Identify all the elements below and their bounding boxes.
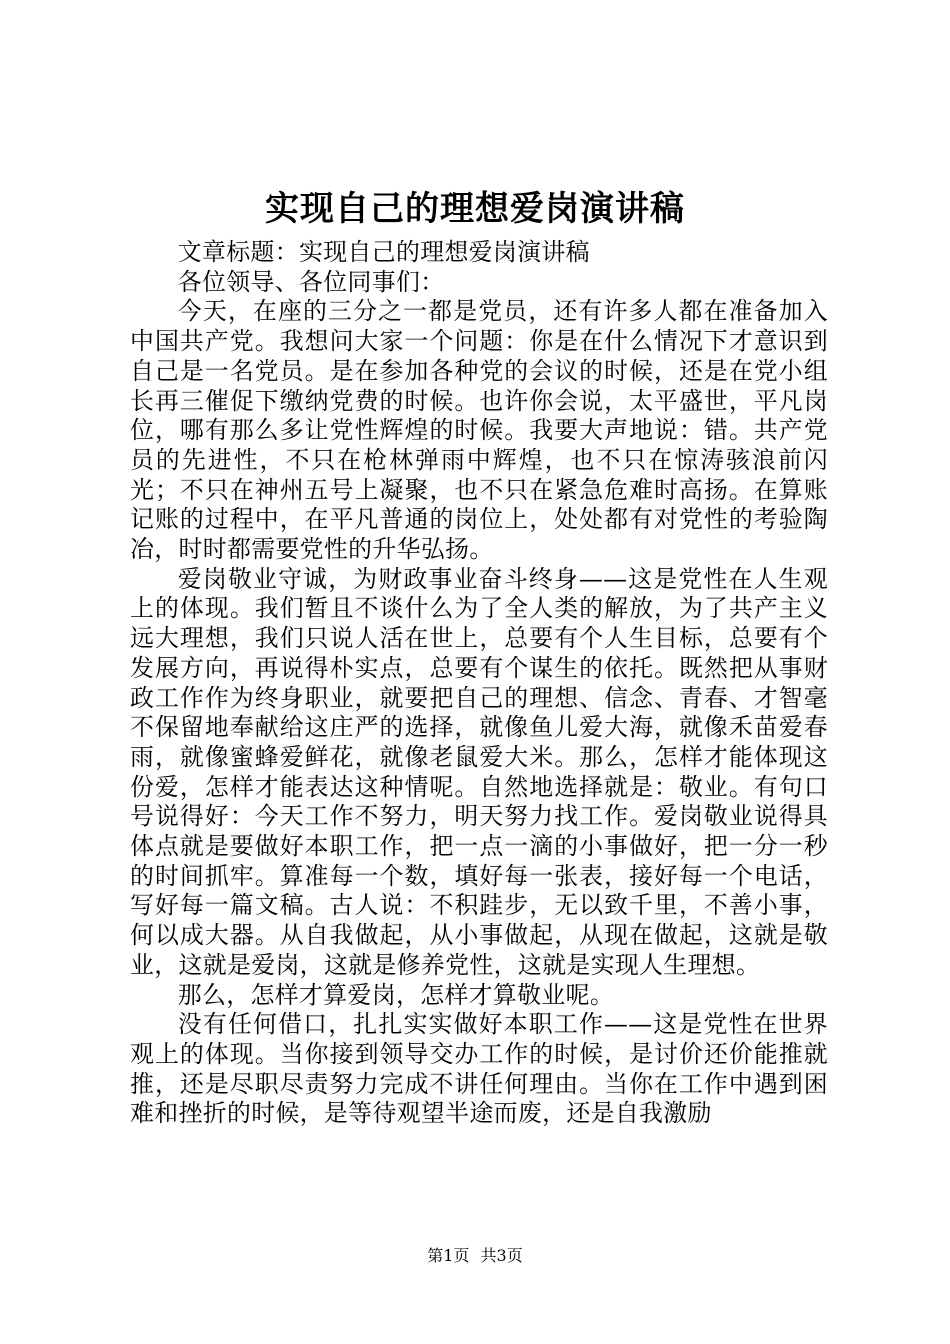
body-paragraph: 没有任何借口，扎扎实实做好本职工作——这是党性在世界观上的体现。当你接到领导交办工作的时候，是讨价还价能推就推，还是尽职尽责努力完成不讲任何理由。当你在工作中遇到困难和挫折的时候，是等待观望半途而废，还是自我激励: [130, 1010, 828, 1128]
page-number-footer: 第1页 共3页: [427, 1246, 523, 1265]
body-paragraph: 那么，怎样才算爱岗，怎样才算敬业呢。: [177, 980, 615, 1009]
document-title: 实现自己的理想爱岗演讲稿: [265, 189, 685, 229]
article-title-line: 文章标题：实现自己的理想爱岗演讲稿: [177, 238, 590, 266]
body-paragraph: 爱岗敬业守诚，为财政事业奋斗终身——这是党性在人生观上的体现。我们暂且不谈什么为了全人类的解放，为了共产主义远大理想，我们只说人活在世上，总要有个人生目标，总要有个发展方向，再说得朴实点，总要有个谋生的依托。既然把从事财政工作作为终身职业，就要把自己的理想、信念、青春、才智毫不保留地奉献给这庄严的选择，就像鱼儿爱大海，就像禾苗爱春雨，就像蜜蜂爱鲜花，就像老鼠爱大米。那么，怎样才能体现这份爱，怎样才能表达这种情呢。自然地选择就是：敬业。有句口号说得好：今天工作不努力，明天努力找工作。爱岗敬业说得具体点就是要做好本职工作，把一点一滴的小事做好，把一分一秒的时间抓牢。算准每一个数，填好每一张表，接好每一个电话，写好每一篇文稿。古人说：不积跬步，无以致千里，不善小事，何以成大器。从自我做起，从小事做起，从现在做起，这就是敬业，这就是爱岗，这就是修养党性，这就是实现人生理想。: [130, 564, 828, 979]
body-paragraph: 今天，在座的三分之一都是党员，还有许多人都在准备加入中国共产党。我想问大家一个问题：你是在什么情况下才意识到自己是一名党员。是在参加各种党的会议的时候，还是在党小组长再三催促下缴纳党费的时候。也许你会说，太平盛世，平凡岗位，哪有那么多让党性辉煌的时候。我要大声地说：错。共产党员的先进性，不只在枪林弹雨中辉煌，也不只在惊涛骇浪前闪光；不只在神州五号上凝聚，也不只在紧急危难时高扬。在算账记账的过程中，在平凡普通的岗位上，处处都有对党性的考验陶冶，时时都需要党性的升华弘扬。: [130, 297, 828, 564]
document-body: [130, 238, 828, 1129]
salutation: 各位领导、各位同事们：: [177, 267, 445, 296]
